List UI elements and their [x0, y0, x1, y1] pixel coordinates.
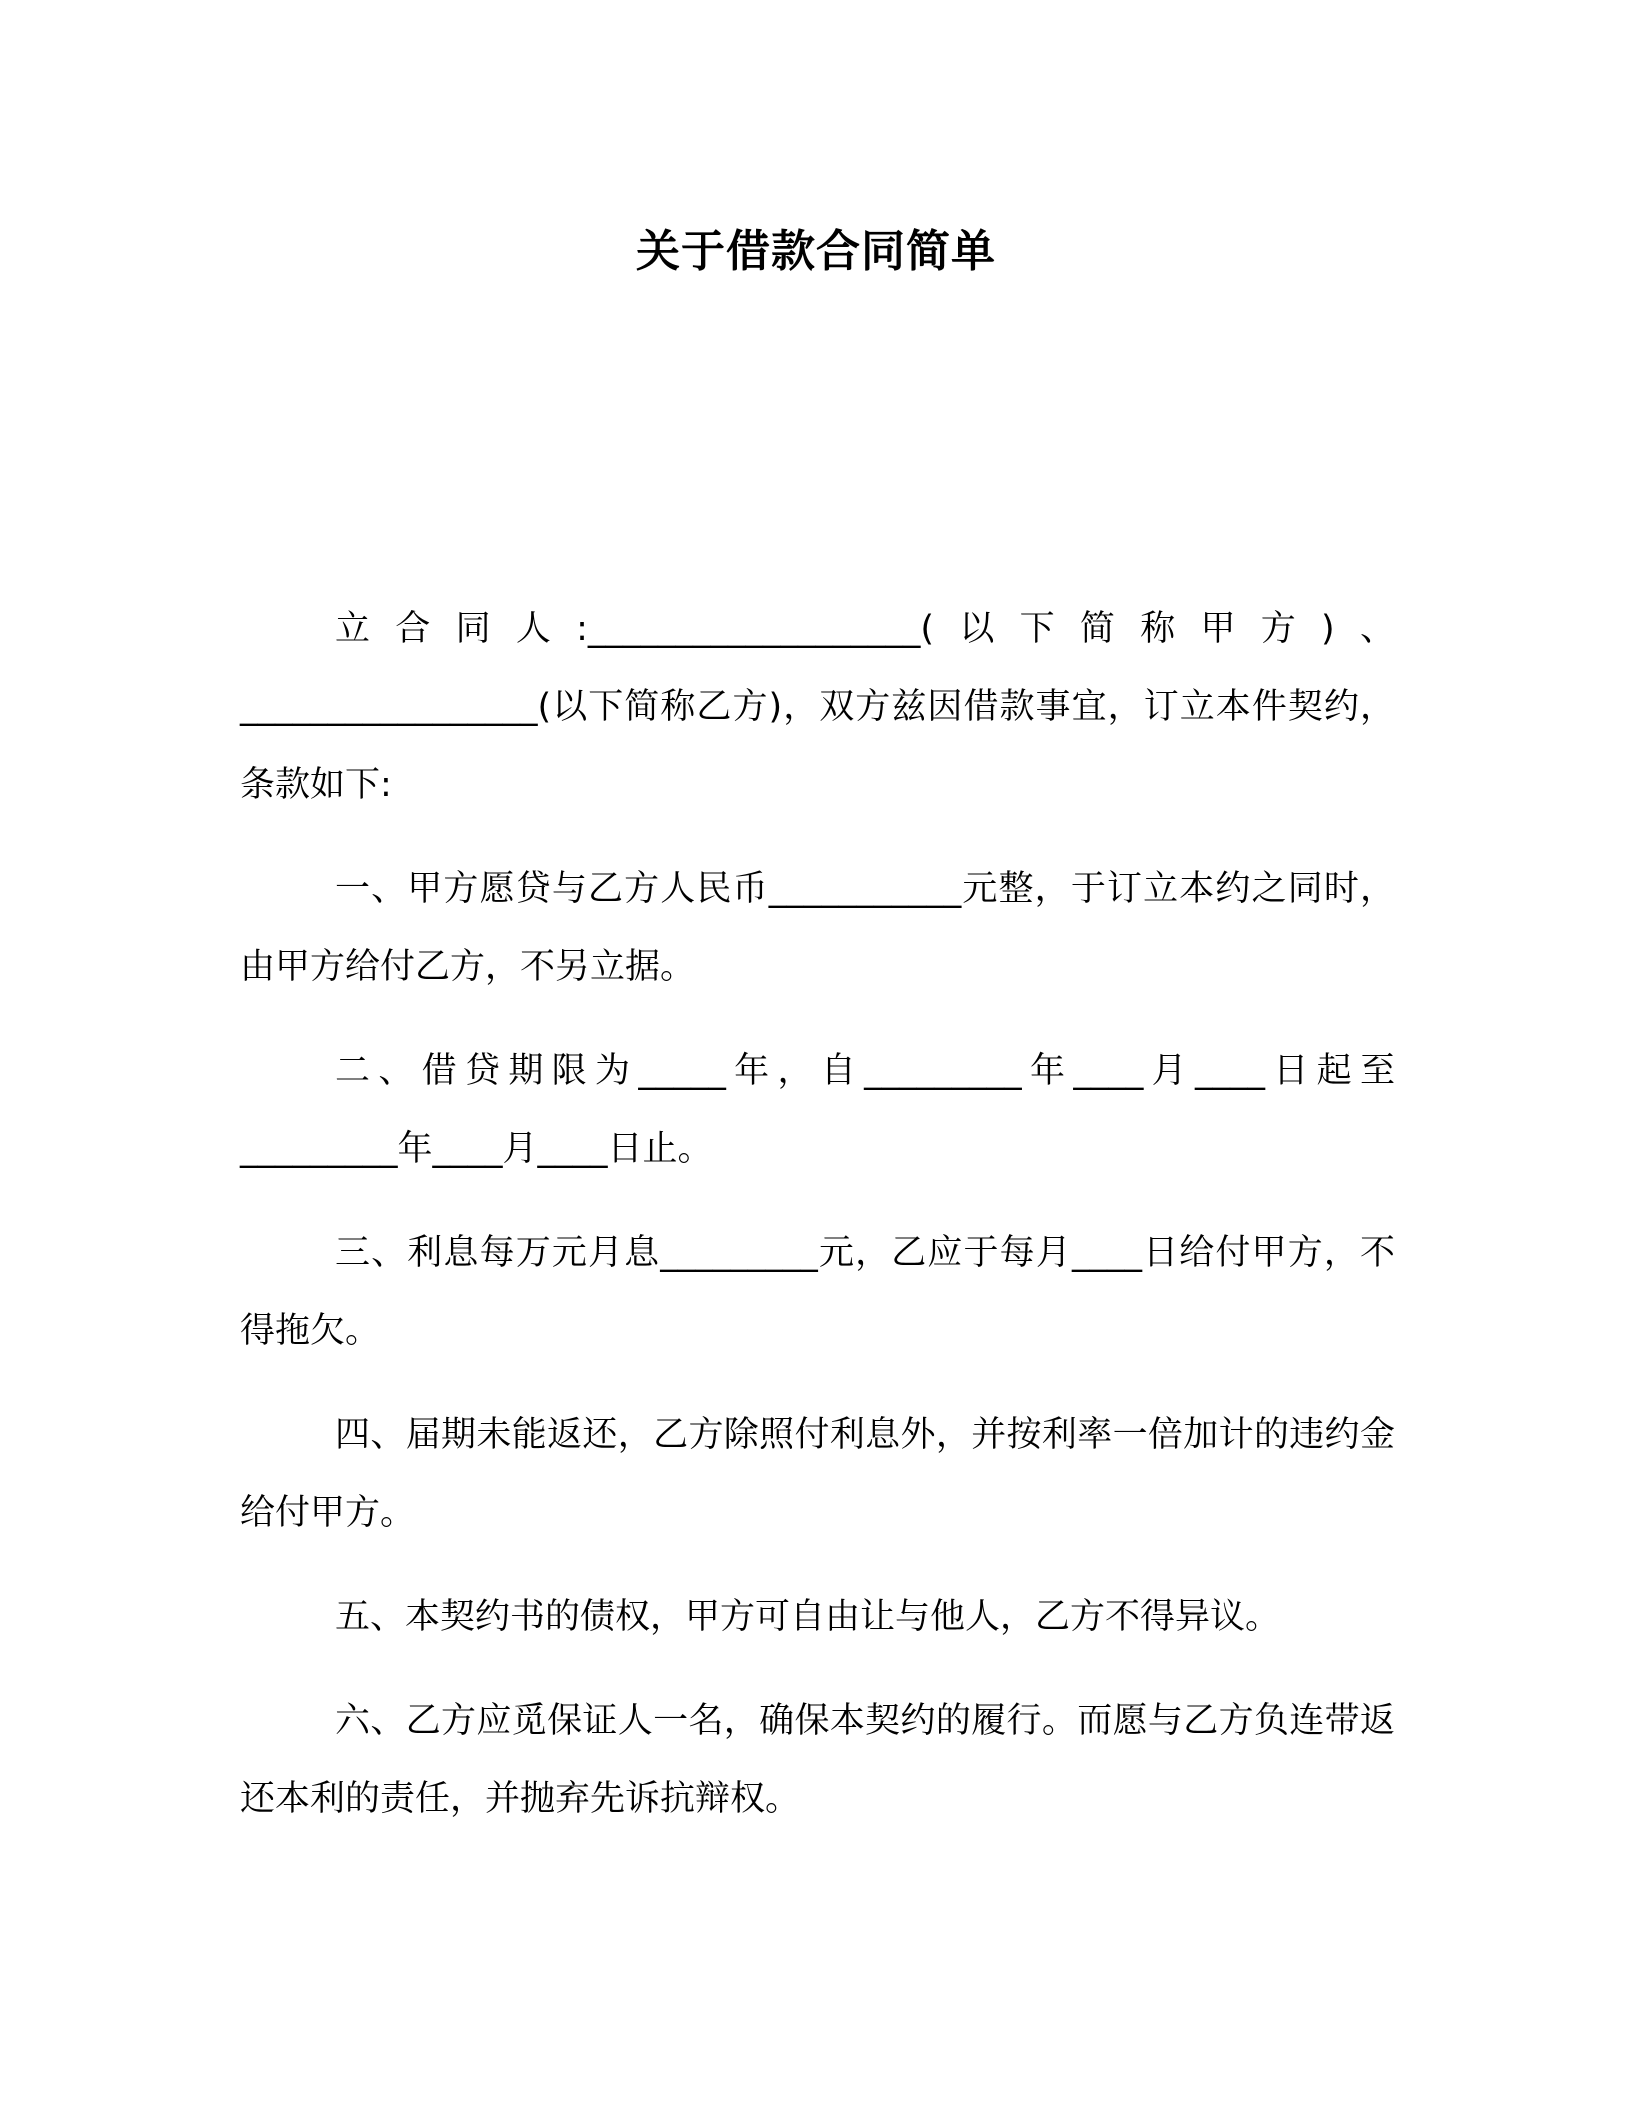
clause-2-loan-term — [240, 1032, 1395, 1188]
clause-2-text: 二、借贷期限为_____年，自_________年____月____日起至_________年____月____日止。 — [240, 1051, 1395, 1169]
document-title: 关于借款合同简单 — [636, 226, 996, 277]
clause-3-interest — [240, 1214, 1395, 1370]
clause-6-guarantor — [240, 1682, 1395, 1838]
clause-4-text: 四、届期未能返还，乙方除照付利息外，并按利率一倍加计的违约金给付甲方。 — [240, 1415, 1395, 1533]
clause-1-loan-amount — [240, 850, 1395, 1006]
clause-6-text: 六、乙方应觅保证人一名，确保本契约的履行。而愿与乙方负连带返还本利的责任，并抛弃先诉抗辩权。 — [240, 1701, 1395, 1819]
clause-5-assignment — [240, 1578, 1395, 1656]
clause-3-text: 三、利息每万元月息_________元，乙应于每月____日给付甲方，不得拖欠。 — [240, 1233, 1395, 1351]
clause-parties-text: 立合同人:___________________(以下简称甲方)、_________________(以下简称乙方)，双方兹因借款事宜，订立本件契约，条款如下: — [240, 609, 1395, 805]
clause-parties — [240, 590, 1395, 824]
clause-5-text: 五、本契约书的债权，甲方可自由让与他人，乙方不得异议。 — [335, 1597, 1281, 1637]
contract-body — [240, 590, 1395, 1864]
clause-1-text: 一、甲方愿贷与乙方人民币___________元整，于订立本约之同时，由甲方给付乙方，不另立据。 — [240, 869, 1395, 987]
clause-4-penalty — [240, 1396, 1395, 1552]
